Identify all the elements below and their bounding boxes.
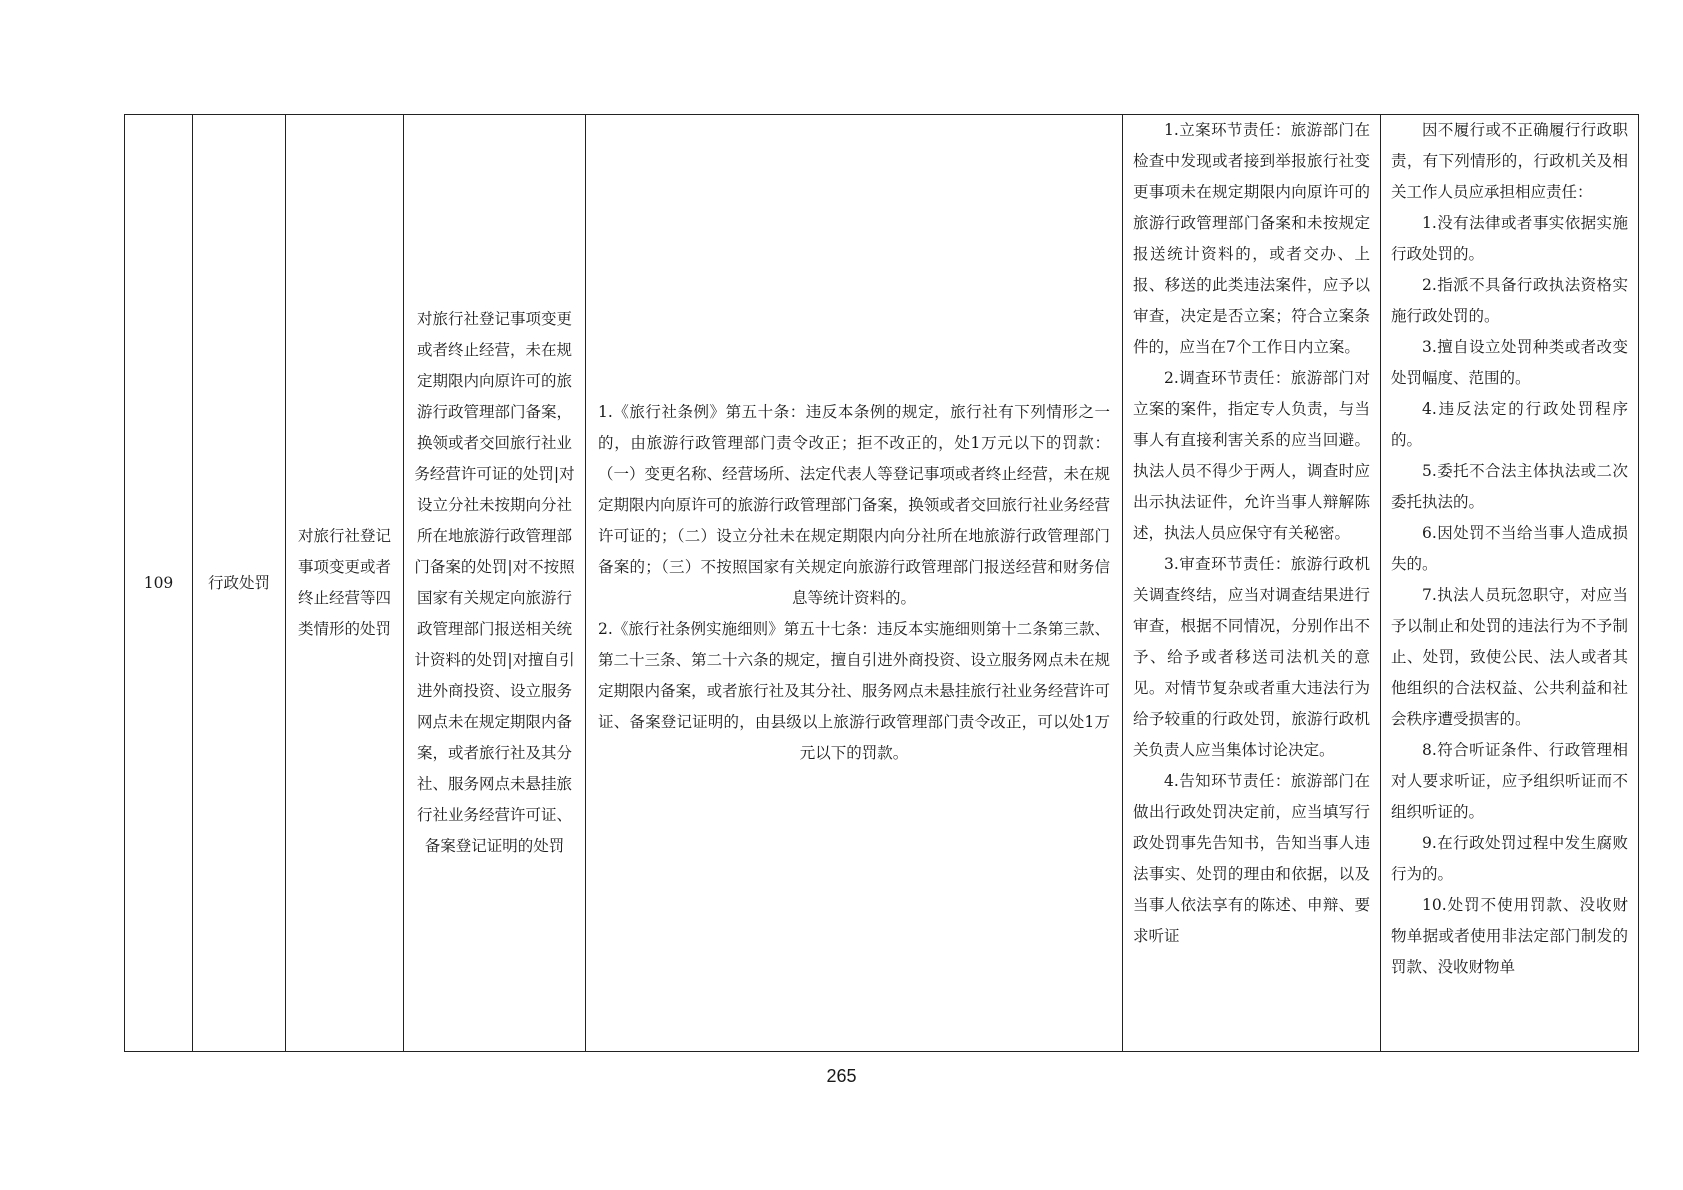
accountability-item-5: 5.委托不合法主体执法或二次委托执法的。 — [1391, 462, 1628, 511]
responsibility-cell — [1123, 115, 1381, 1052]
accountability-item-8: 8.符合听证条件、行政管理相对人要求听证，应予组织听证而不组织听证的。 — [1391, 741, 1628, 821]
accountability-item-6: 6.因处罚不当给当事人造成损失的。 — [1391, 524, 1628, 573]
accountability-item-3: 3.擅自设立处罚种类或者改变处罚幅度、范围的。 — [1391, 338, 1628, 387]
accountability-cell — [1381, 115, 1639, 1052]
table-row — [125, 115, 1639, 1052]
page-number: 265 — [826, 1066, 857, 1086]
legal-basis-cell — [586, 115, 1123, 1052]
responsibility-4: 4.告知环节责任：旅游部门在做出行政处罚决定前，应当填写行政处罚事先告知书，告知当事人违法事实、处罚的理由和依据，以及当事人依法享有的陈述、申辩、要求听证 — [1133, 772, 1370, 945]
responsibility-3: 3.审查环节责任：旅游行政机关调查终结，应当对调查结果进行审查，根据不同情况，分别作出不予、给予或者移送司法机关的意见。对情节复杂或者重大违法行为给予较重的行政处罚，旅游行政机关负责人应当集体讨论决定。 — [1133, 555, 1370, 759]
accountability-item-1: 1.没有法律或者事实依据实施行政处罚的。 — [1391, 214, 1628, 263]
power-list-table — [124, 114, 1639, 1052]
accountability-intro: 因不履行或不正确履行行政职责，有下列情形的，行政机关及相关工作人员应承担相应责任： — [1391, 121, 1628, 201]
accountability-item-2: 2.指派不具备行政执法资格实施行政处罚的。 — [1391, 276, 1628, 325]
row-number: 109 — [125, 115, 193, 1052]
accountability-item-4: 4.违反法定的行政处罚程序的。 — [1391, 400, 1628, 449]
accountability-item-9: 9.在行政处罚过程中发生腐败行为的。 — [1391, 834, 1628, 883]
responsibility-1: 1.立案环节责任：旅游部门在检查中发现或者接到举报旅行社变更事项未在规定期限内向原许可的旅游行政管理部门备案和未按规定报送统计资料的，或者交办、上报、移送的此类违法案件，应予以审查，决定是否立案；符合立案条件的，应当在7个工作日内立案。 — [1133, 121, 1370, 356]
legal-basis-1: 1.《旅行社条例》第五十条：违反本条例的规定，旅行社有下列情形之一的，由旅游行政管理部门责令改正；拒不改正的，处1万元以下的罚款：（一）变更名称、经营场所、法定代表人等登记事项或者终止经营，未在规定期限内向原许可的旅游行政管理部门备案，换领或者交回旅行社业务经营许可证的；（二）设立分社未在规定期限内向分社所在地旅游行政管理部门备案的；（三）不按照国家有关规定向旅游行政管理部门报送经营和财务信息等统计资料的。 — [598, 403, 1110, 607]
responsibility-2: 2.调查环节责任：旅游部门对立案的案件，指定专人负责，与当事人有直接利害关系的应当回避。执法人员不得少于两人，调查时应出示执法证件，允许当事人辩解陈述，执法人员应保守有关秘密。 — [1133, 369, 1370, 542]
legal-basis-2: 2.《旅行社条例实施细则》第五十七条：违反本实施细则第十二条第三款、第二十三条、第二十六条的规定，擅自引进外商投资、设立服务网点未在规定期限内备案，或者旅行社及其分社、服务网点未悬挂旅行社业务经营许可证、备案登记证明的，由县级以上旅游行政管理部门责令改正，可以处1万元以下的罚款。 — [598, 620, 1110, 762]
accountability-item-7: 7.执法人员玩忽职守，对应当予以制止和处罚的违法行为不予制止、处罚，致使公民、法人或者其他组织的合法权益、公共利益和社会秩序遭受损害的。 — [1391, 586, 1628, 728]
accountability-item-10: 10.处罚不使用罚款、没收财物单据或者使用非法定部门制发的罚款、没收财物单 — [1391, 896, 1628, 976]
power-category: 行政处罚 — [193, 115, 286, 1052]
sub-items: 对旅行社登记事项变更或者终止经营，未在规定期限内向原许可的旅游行政管理部门备案，换领或者交回旅行社业务经营许可证的处罚|对设立分社未按期向分社所在地旅游行政管理部门备案的处罚|对不按照国家有关规定向旅游行政管理部门报送相关统计资料的处罚|对擅自引进外商投资、设立服务网点未在规定期限内备案，或者旅行社及其分社、服务网点未悬挂旅行社业务经营许可证、备案登记证明的处罚 — [404, 115, 586, 1052]
item-name: 对旅行社登记事项变更或者终止经营等四类情形的处罚 — [286, 115, 404, 1052]
